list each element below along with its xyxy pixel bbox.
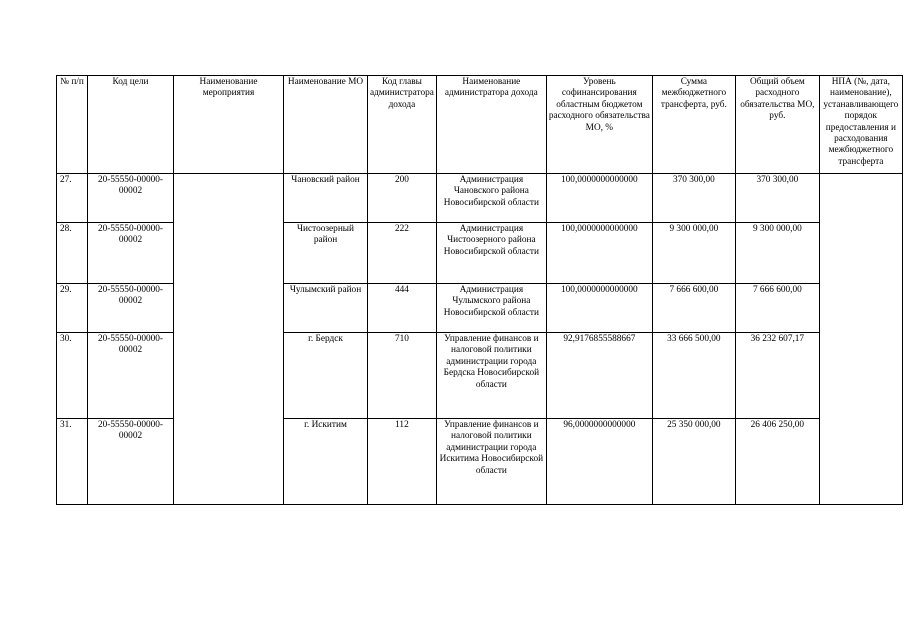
row-transfer: 9 300 000,00	[652, 223, 735, 284]
header-num: № п/п	[57, 76, 88, 174]
header-mo: Наименование МО	[284, 76, 368, 174]
header-admin-name: Наименование администратора дохода	[436, 76, 546, 174]
row-admin-code: 112	[368, 419, 437, 505]
row-admin-name: Администрация Чановского района Новосибирской области	[436, 174, 546, 223]
row-transfer: 25 350 000,00	[652, 419, 735, 505]
header-transfer: Сумма межбюджетного трансферта, руб.	[652, 76, 735, 174]
row-admin-code: 710	[368, 333, 437, 419]
row-mo: г. Бердск	[284, 333, 368, 419]
header-admin-code: Код главы администратора дохода	[368, 76, 437, 174]
row-mo: Чистоозерный район	[284, 223, 368, 284]
header-event: Наименование мероприятия	[174, 76, 284, 174]
header-npa: НПА (№, дата, наименование), устанавливающего порядок предоставления и расходования межбюджетного трансферта	[819, 76, 902, 174]
row-level: 100,0000000000000	[546, 174, 652, 223]
row-level: 92,9176855588667	[546, 333, 652, 419]
header-total: Общий объем расходного обязательства МО, руб.	[735, 76, 819, 174]
row-code: 20-55550-00000-00002	[88, 223, 174, 284]
row-num: 27.	[57, 174, 88, 223]
event-merged-cell	[174, 174, 284, 505]
row-level: 100,0000000000000	[546, 284, 652, 333]
row-admin-name: Управление финансов и налоговой политики администрации города Искитима Новосибирской области	[436, 419, 546, 505]
row-mo: г. Искитим	[284, 419, 368, 505]
row-num: 30.	[57, 333, 88, 419]
row-transfer: 7 666 600,00	[652, 284, 735, 333]
row-admin-name: Управление финансов и налоговой политики администрации города Бердска Новосибирской области	[436, 333, 546, 419]
table-row	[57, 174, 903, 223]
row-transfer: 370 300,00	[652, 174, 735, 223]
row-num: 31.	[57, 419, 88, 505]
row-total: 36 232 607,17	[735, 333, 819, 419]
row-code: 20-55550-00000-00002	[88, 284, 174, 333]
row-num: 28.	[57, 223, 88, 284]
row-level: 100,0000000000000	[546, 223, 652, 284]
row-code: 20-55550-00000-00002	[88, 419, 174, 505]
row-num: 29.	[57, 284, 88, 333]
row-admin-code: 444	[368, 284, 437, 333]
row-total: 9 300 000,00	[735, 223, 819, 284]
row-code: 20-55550-00000-00002	[88, 333, 174, 419]
row-admin-name: Администрация Чулымского района Новосибирской области	[436, 284, 546, 333]
npa-merged-cell	[819, 174, 902, 505]
header-level: Уровень софинансирования областным бюджетом расходного обязательства МО, %	[546, 76, 652, 174]
row-level: 96,0000000000000	[546, 419, 652, 505]
funding-table	[56, 75, 903, 505]
row-admin-code: 200	[368, 174, 437, 223]
row-mo: Чулымский район	[284, 284, 368, 333]
row-mo: Чановский район	[284, 174, 368, 223]
row-total: 370 300,00	[735, 174, 819, 223]
row-total: 26 406 250,00	[735, 419, 819, 505]
row-admin-code: 222	[368, 223, 437, 284]
row-total: 7 666 600,00	[735, 284, 819, 333]
table-header-row	[57, 76, 903, 174]
row-code: 20-55550-00000-00002	[88, 174, 174, 223]
row-transfer: 33 666 500,00	[652, 333, 735, 419]
row-admin-name: Администрация Чистоозерного района Новосибирской области	[436, 223, 546, 284]
header-code: Код цели	[88, 76, 174, 174]
